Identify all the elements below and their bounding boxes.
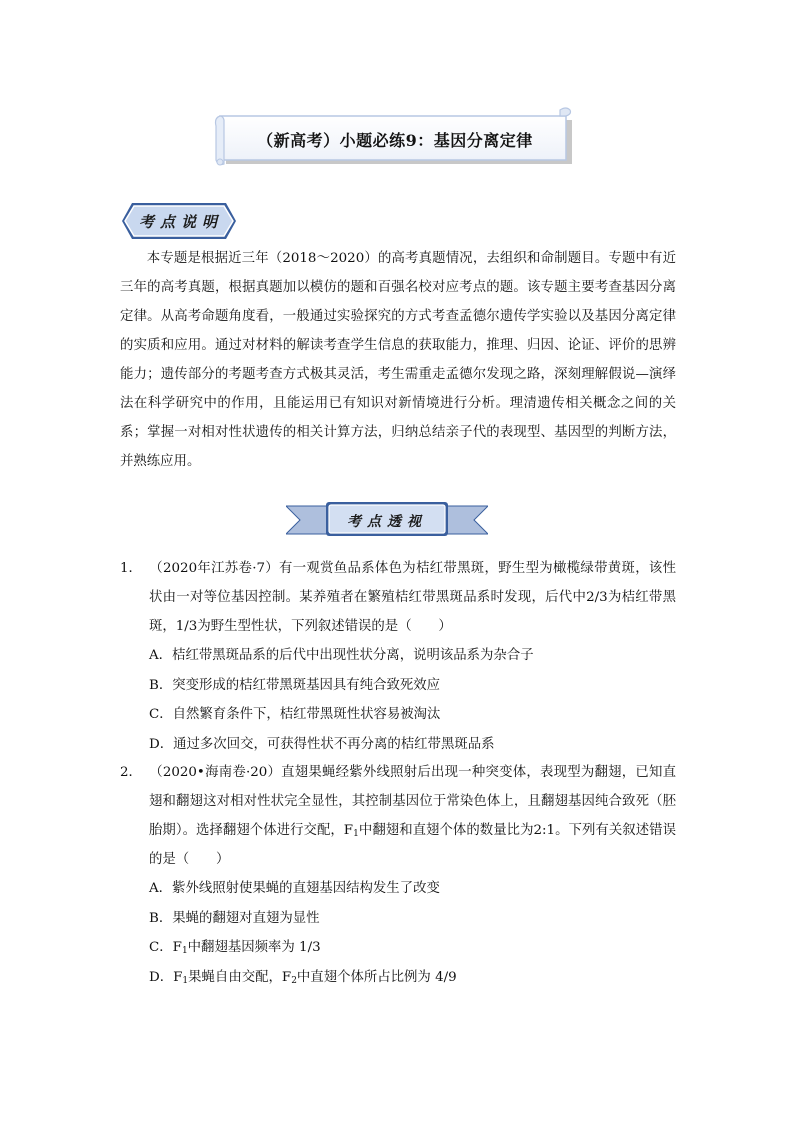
option-a: A．桔红带黑斑品系的后代中出现性状分离，说明该品系为杂合子 (149, 648, 534, 663)
question-text-after: 中翻翅和直翅个体的数量比为2:1。下列有关叙述错误的是（ ） (149, 823, 676, 867)
question-text-before: （2020•海南卷·20）直翅果蝇经紫外线照射后出现一种突变体，表现型为翻翅，已知直翅和翻翅这对相对性状完全显性，其控制基因位于常染色体上，且翻翅基因纯合致死（胚胎期）。选择翻翅个体进行交配，F (149, 765, 676, 838)
subscript: 2 (291, 975, 297, 986)
subscript: 1 (353, 829, 359, 839)
question-text: （2020年江苏卷·7）有一观赏鱼品系体色为桔红带黑斑，野生型为橄榄绿带黄斑，该性状由一对等位基因控制。某养殖者在繁殖桔红带黑斑品系时发现，后代中2/3为桔红带黑斑，1/3为野生型性状，下列叙述错误的是（ ） (149, 561, 676, 634)
option-c: C．自然繁育条件下，桔红带黑斑性状容易被淘汰 (149, 707, 441, 723)
option-d-prefix: D．F (149, 969, 183, 985)
option-c-text: 中翻翅基因频率为 1/3 (187, 940, 321, 956)
option-c-prefix: C．F (149, 940, 182, 956)
option-d-text: 中直翅个体所占比例为 4/9 (296, 969, 457, 985)
option-b: B．突变形成的桔红带黑斑基因具有纯合致死效应 (149, 677, 441, 693)
page-title: （新高考）小题必练9：基因分离定律 (257, 130, 533, 150)
question-number: 2． (120, 765, 142, 780)
subscript: 1 (182, 975, 189, 986)
subscript: 1 (181, 946, 188, 957)
question-2 (120, 758, 676, 992)
option-b: B．果蝇的翻翅对直翅为显性 (149, 910, 320, 926)
intro-paragraph: 本专题是根据近三年（2018～2020）的高考真题情况，去组织和命制题目。专题中有近三年的高考真题，根据真题加以模仿的题和百强名校对应考点的题。该专题主要考查基因分离定律。从高考命题角度看，一般通过实验探究的方式考查孟德尔遗传学实验以及基因分离定律的实质和应用。通过对材料的解读考查学生信息的获取能力，推理、归因、论证、评价的思辨能力；遗传部分的考题考查方式极其灵活，考生需重走孟德尔发现之路，深刻理解假说—演绎法在科学研究中的作用，且能运用已有知识对新情境进行分析。理清遗传相关概念之间的关系；掌握一对相对性状遗传的相关计算方法，归纳总结亲子代的表现型、基因型的判断方法，并熟练应用。 (120, 251, 676, 469)
ribbon-badge-label: 考点透视 (347, 514, 427, 530)
option-d: D．通过多次回交，可获得性状不再分离的桔红带黑斑品系 (149, 736, 495, 752)
question-1 (120, 554, 676, 759)
title-banner (214, 106, 576, 168)
section-badge (120, 200, 238, 242)
option-a: A．紫外线照射使果蝇的直翅基因结构发生了改变 (149, 881, 440, 896)
section-badge-label: 考点说明 (138, 212, 223, 231)
ribbon-badge (286, 500, 488, 540)
option-c (120, 933, 676, 963)
option-d (120, 963, 676, 993)
question-stem (120, 554, 676, 641)
question-stem (120, 758, 676, 874)
question-number: 1． (120, 561, 142, 576)
option-d-mid: 果蝇自由交配，F (188, 969, 292, 985)
